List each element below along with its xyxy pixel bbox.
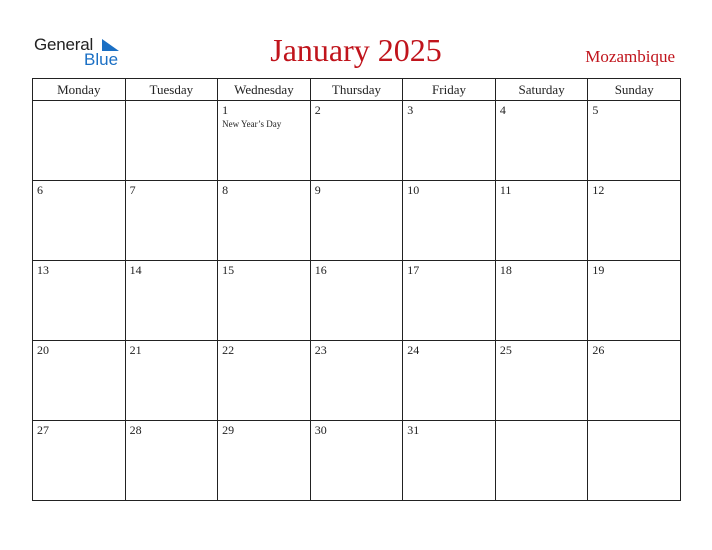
week-row [33, 261, 681, 341]
week-row [33, 341, 681, 421]
day-cell [33, 181, 126, 261]
day-number: 24 [407, 343, 420, 357]
day-cell [588, 421, 681, 501]
day-cell [125, 421, 218, 501]
week-row [33, 421, 681, 501]
day-cell [218, 101, 311, 181]
day-cell [310, 101, 403, 181]
day-number: 20 [37, 343, 49, 357]
weekday-header: Friday [403, 79, 496, 101]
day-number: 10 [407, 183, 420, 197]
day-number: 3 [407, 103, 414, 117]
day-cell [218, 261, 311, 341]
weekday-header: Thursday [310, 79, 403, 101]
day-cell [125, 261, 218, 341]
day-number: 28 [129, 423, 142, 437]
day-cell [310, 181, 403, 261]
day-number: 12 [592, 183, 605, 197]
day-number: 26 [592, 343, 605, 357]
calendar-title: January 2025 [270, 32, 442, 68]
day-cell [218, 181, 311, 261]
day-number: 23 [314, 343, 327, 357]
day-number: 15 [222, 263, 235, 277]
day-cell [495, 101, 588, 181]
day-number: 30 [314, 423, 327, 437]
day-number: 2 [314, 103, 321, 117]
week-row [33, 181, 681, 261]
week-row [33, 101, 681, 181]
calendar-grid [32, 78, 681, 501]
day-number: 25 [499, 343, 512, 357]
day-cell [588, 261, 681, 341]
day-cell [33, 261, 126, 341]
day-cell [495, 261, 588, 341]
day-number: 22 [222, 343, 235, 357]
day-cell [310, 261, 403, 341]
day-number: 19 [592, 263, 605, 277]
day-number: 16 [314, 263, 327, 277]
day-cell [310, 421, 403, 501]
day-number: 6 [37, 183, 43, 197]
logo-word-general: General [34, 35, 94, 54]
weekday-header: Saturday [495, 79, 588, 101]
day-cell [495, 181, 588, 261]
day-number: 4 [499, 103, 506, 117]
day-cell [33, 341, 126, 421]
day-cell [33, 421, 126, 501]
day-cell [403, 101, 496, 181]
weekday-header-row [33, 79, 681, 101]
day-number: 18 [499, 263, 512, 277]
day-number: 31 [407, 423, 420, 437]
weekday-header: Monday [33, 79, 126, 101]
day-number: 8 [222, 183, 229, 197]
day-cell [495, 421, 588, 501]
day-number: 13 [37, 263, 49, 277]
day-cell [588, 101, 681, 181]
day-cell [588, 341, 681, 421]
weekday-header: Wednesday [218, 79, 311, 101]
day-cell [403, 261, 496, 341]
day-cell [125, 181, 218, 261]
logo-word-blue: Blue [84, 50, 119, 69]
day-cell [218, 421, 311, 501]
day-cell [218, 341, 311, 421]
weekday-header: Sunday [588, 79, 681, 101]
day-number: 21 [129, 343, 142, 357]
day-number: 29 [222, 423, 235, 437]
day-cell [588, 181, 681, 261]
holiday-label: New Year’s Day [222, 119, 282, 129]
day-number: 5 [592, 103, 599, 117]
day-cell [310, 341, 403, 421]
day-number: 11 [499, 183, 512, 197]
day-number: 7 [129, 183, 136, 197]
day-cell [495, 341, 588, 421]
day-cell [125, 341, 218, 421]
day-number: 14 [129, 263, 142, 277]
day-cell [403, 341, 496, 421]
weekday-header: Tuesday [125, 79, 218, 101]
day-number: 27 [37, 423, 49, 437]
day-cell [33, 101, 126, 181]
day-number: 9 [314, 183, 321, 197]
day-cell [403, 181, 496, 261]
day-cell [403, 421, 496, 501]
day-number: 17 [407, 263, 420, 277]
day-number: 1 [222, 103, 229, 117]
country-name: Mozambique [585, 47, 675, 66]
day-cell [125, 101, 218, 181]
